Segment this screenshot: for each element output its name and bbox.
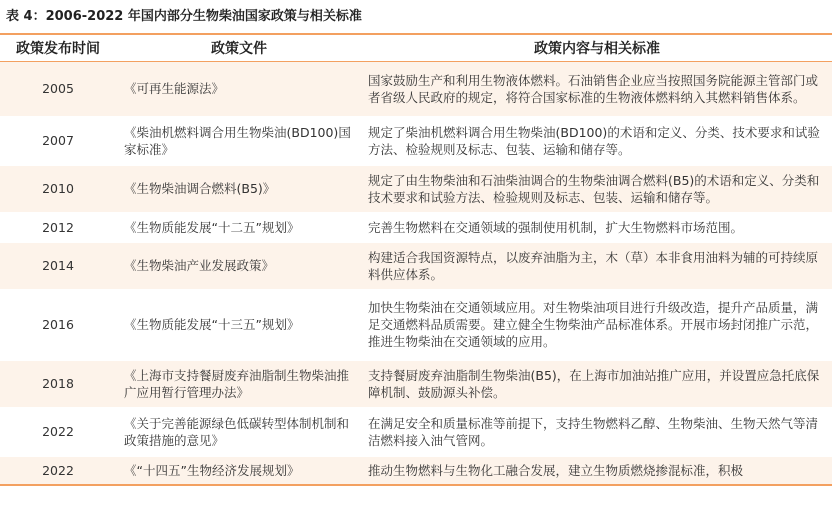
row-content: 完善生物燃料在交通领域的强制使用机制，扩大生物燃料市场范围。 [362,213,832,242]
row-document: 《关于完善能源绿色低碳转型体制机制和政策措施的意见》 [116,408,362,456]
row-year: 2018 [0,360,116,408]
row-content: 规定了由生物柴油和石油柴油调合的生物柴油调合燃料(B5)的术语和定义、分类和技术要求和试验方法、检验规则及标志、包装、运输和储存等。 [362,165,832,213]
table-row [0,456,832,485]
table-row [0,165,832,213]
row-content: 构建适合我国资源特点，以废弃油脂为主，木（草）本非食用油料为辅的可持续原料供应体系。 [362,242,832,290]
policy-table [0,33,832,486]
table-body [0,62,832,485]
row-document: 《生物质能发展“十二五”规划》 [116,213,362,242]
row-year: 2022 [0,408,116,456]
row-year: 2005 [0,62,116,117]
row-content: 支持餐厨废弃油脂制生物柴油(B5)，在上海市加油站推广应用，并设置应急托底保障机制、鼓励源头补偿。 [362,360,832,408]
table-caption: 表 4：2006-2022 年国内部分生物柴油国家政策与相关标准 [6,9,362,24]
row-year: 2016 [0,290,116,360]
row-content: 在满足安全和质量标准等前提下，支持生物燃料乙醇、生物柴油、生物天然气等清洁燃料接入油气管网。 [362,408,832,456]
row-year: 2007 [0,117,116,165]
table-row [0,290,832,360]
row-year: 2022 [0,456,116,485]
row-document: 《“十四五”生物经济发展规划》 [116,456,362,485]
row-content: 规定了柴油机燃料调合用生物柴油(BD100)的术语和定义、分类、技术要求和试验方法、检验规则及标志、包装、运输和储存等。 [362,117,832,165]
column-header-time: 政策发布时间 [0,34,116,62]
row-document: 《生物柴油调合燃料(B5)》 [116,165,362,213]
row-content: 国家鼓励生产和利用生物液体燃料。石油销售企业应当按照国务院能源主管部门或者省级人民政府的规定，将符合国家标准的生物液体燃料纳入其燃料销售体系。 [362,62,832,117]
table-header [0,34,832,62]
row-document: 《可再生能源法》 [116,62,362,117]
row-content: 加快生物柴油在交通领域应用。对生物柴油项目进行升级改造，提升产品质量，满足交通燃料品质需要。建立健全生物柴油产品标准体系。开展市场封闭推广示范，推进生物柴油在交通领域的应用。 [362,290,832,360]
table-row [0,213,832,242]
table-row [0,408,832,456]
table-row [0,62,832,117]
row-document: 《生物柴油产业发展政策》 [116,242,362,290]
column-header-content: 政策内容与相关标准 [362,34,832,62]
row-document: 《上海市支持餐厨废弃油脂制生物柴油推广应用暂行管理办法》 [116,360,362,408]
table-row [0,117,832,165]
row-year: 2010 [0,165,116,213]
row-year: 2012 [0,213,116,242]
row-document: 《柴油机燃料调合用生物柴油(BD100)国家标准》 [116,117,362,165]
row-year: 2014 [0,242,116,290]
row-content: 推动生物燃料与生物化工融合发展，建立生物质燃烧掺混标准，积极 [362,456,832,485]
table-row [0,242,832,290]
column-header-document: 政策文件 [116,34,362,62]
table-row [0,360,832,408]
row-document: 《生物质能发展“十三五”规划》 [116,290,362,360]
